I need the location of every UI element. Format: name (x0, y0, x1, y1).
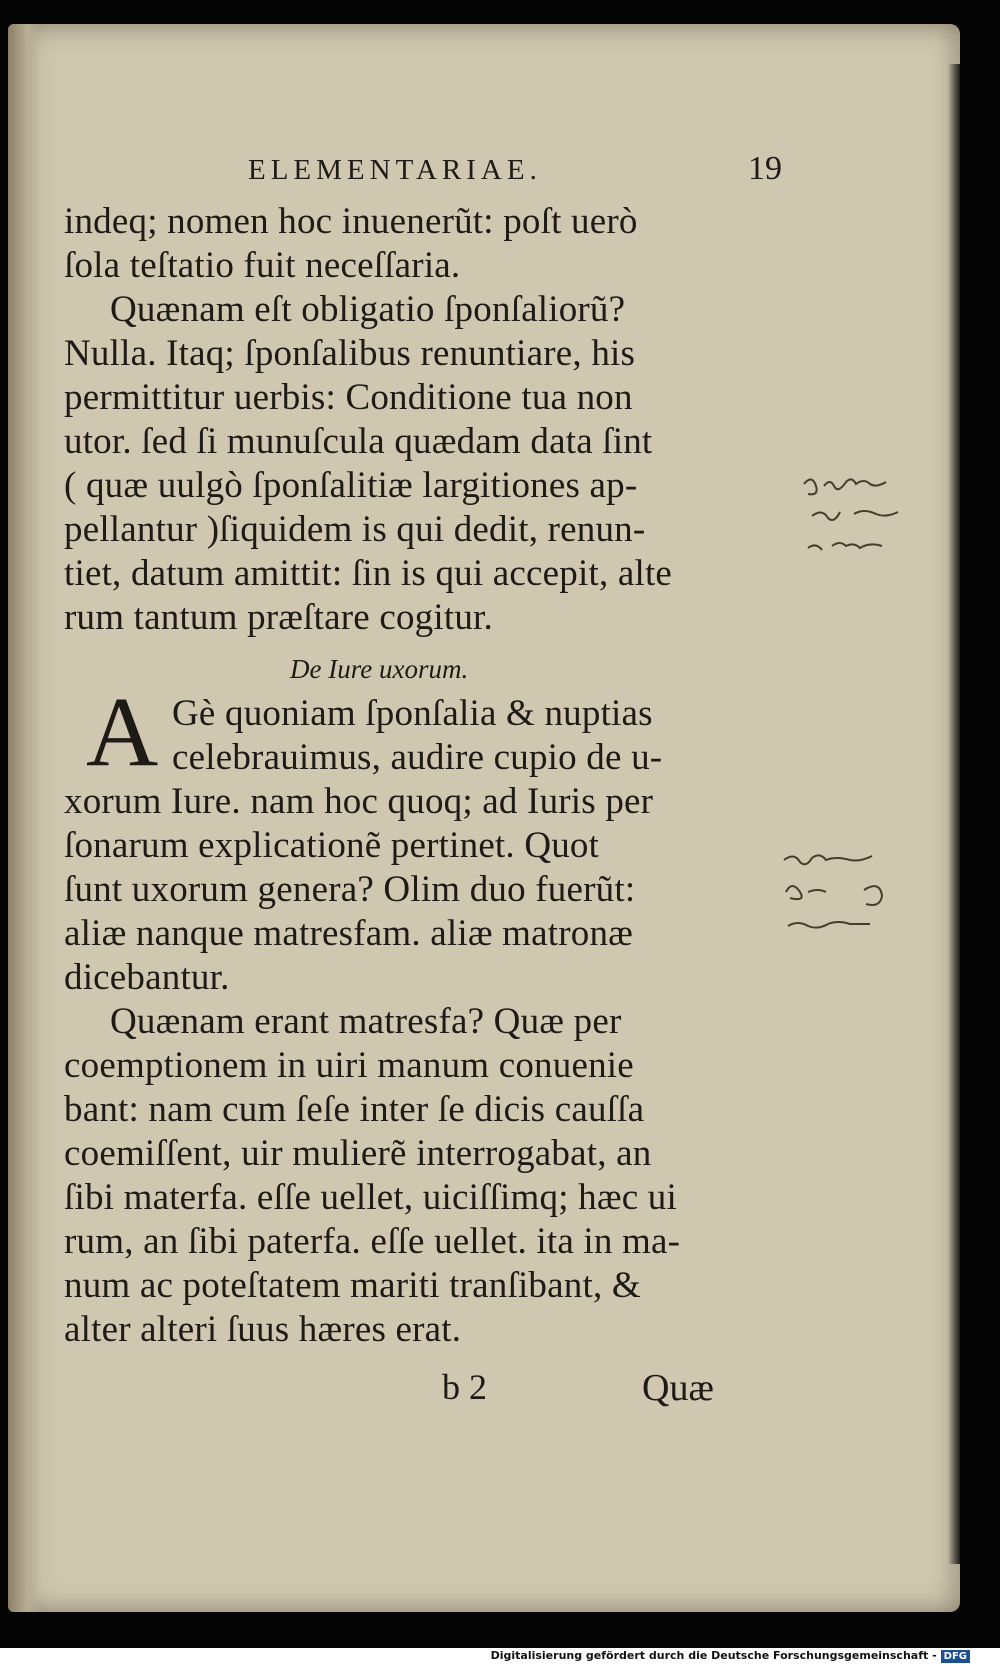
text-line: indeq; nomen hoc inuenerũt: poſt uerò (64, 201, 638, 242)
binding-shadow (8, 24, 40, 1612)
text-line: bant: nam cum ſeſe inter ſe dicis cauſſa (64, 1089, 645, 1130)
page-number: 19 (748, 150, 782, 187)
running-title: ELEMENTARIAE. (248, 154, 542, 186)
handwritten-marginalia-2 (778, 844, 938, 954)
text-line: ſonarum explicationẽ pertinet. Quot (64, 825, 600, 866)
text-line: Quænam eſt obligatio ſponſaliorũ? (110, 289, 626, 330)
drop-capital: A (86, 676, 159, 787)
text-line: dicebantur. (64, 957, 230, 998)
text-line: ſola teſtatio fuit neceſſaria. (64, 245, 461, 286)
text-line: permittitur uerbis: Conditione tua non (64, 377, 633, 418)
running-head (64, 150, 824, 200)
text-line: xorum Iure. nam hoc quoq; ad Iuris per (64, 781, 654, 822)
paragraph-2 (64, 288, 824, 640)
text-line: alter alteri ſuus hæres erat. (64, 1309, 462, 1350)
text-line: aliæ nanque matresfam. aliæ matronæ (64, 913, 634, 954)
text-line: num ac poteſtatem mariti tranſibant, & (64, 1265, 641, 1306)
handwritten-marginalia-1 (798, 464, 948, 574)
book-page (8, 24, 960, 1612)
paragraph-1 (64, 200, 824, 288)
text-line: rum, an ſibi paterfa. eſſe uellet. ita in ma- (64, 1221, 681, 1262)
text-line: Quænam erant matresfa? Quæ per (110, 1001, 622, 1042)
text-line: ( quæ uulgò ſponſalitiæ largitiones ap- (64, 465, 638, 506)
signature-mark: b 2 (442, 1367, 487, 1407)
text-line: Nulla. Itaq; ſponſalibus renuntiare, his (64, 333, 636, 374)
text-line: Gè quoniam ſponſalia & nuptias (172, 693, 653, 734)
funding-credit-text: Digitalisierung gefördert durch die Deutsche Forschungsgemeinschaft - (490, 1649, 937, 1662)
text-line: utor. ſed ſi munuſcula quædam data ſint (64, 421, 653, 462)
paragraph-4 (64, 1000, 824, 1352)
funding-credit (491, 1648, 970, 1664)
text-line: celebrauimus, audire cupio de u- (172, 737, 663, 778)
paragraph-3 (64, 676, 824, 1000)
section-heading: De Iure uxorum. (290, 654, 469, 684)
printed-text-block (64, 150, 824, 1426)
text-line: ſibi materfa. eſſe uellet, uiciſſimq; hæc ui (64, 1177, 677, 1218)
text-line: coemiſſent, uir mulierẽ interrogabat, an (64, 1133, 652, 1174)
dfg-logo: DFG (941, 1650, 970, 1663)
text-line: rum tantum præſtare cogitur. (64, 597, 493, 638)
text-line: ſunt uxorum genera? Olim duo fuerũt: (64, 869, 636, 910)
page-foot (64, 1366, 824, 1426)
text-line: tiet, datum amittit: ſin is qui accepit, alte (64, 553, 673, 594)
text-line: coemptionem in uiri manum conuenie (64, 1045, 634, 1086)
page-edge-shadow (948, 64, 960, 1564)
catchword: Quæ (642, 1367, 714, 1409)
text-line: pellantur )ſiquidem is qui dedit, renun- (64, 509, 646, 550)
